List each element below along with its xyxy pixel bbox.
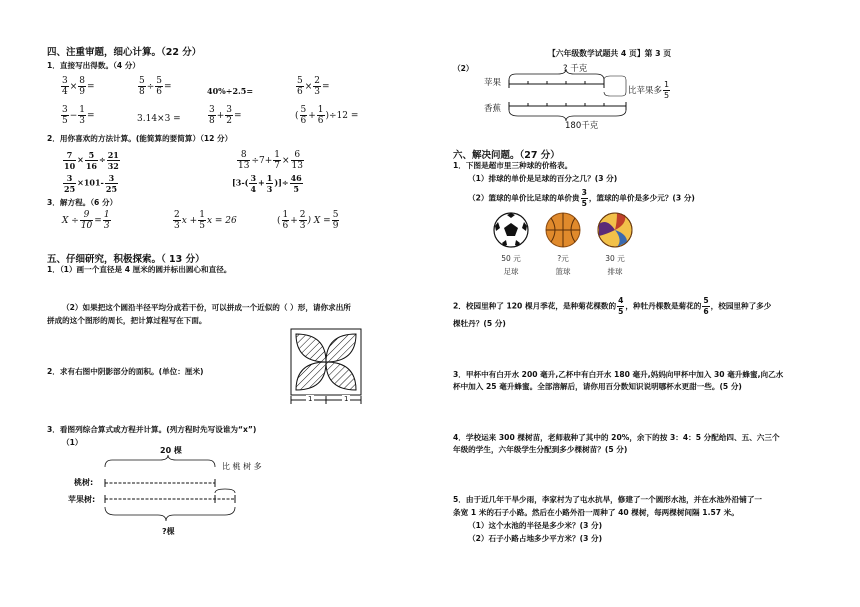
simplify-expr-1: $\frac{7}{10}$ × $\frac{5}{16}$ ÷ $\frac{21}{32}$ bbox=[64, 150, 119, 171]
diagram1-top-label: 20 棵 bbox=[160, 446, 182, 455]
calc-item-7: $\frac{3}{8}$ + $\frac{3}{2}$ = bbox=[209, 105, 242, 126]
q6-3-line2: 杯中加入 25 毫升蜂蜜。全部溶解后，请你用百分数知识说明哪杯水更甜一些。(5 分) bbox=[453, 382, 742, 391]
q6-3-line1: 3．甲杯中有白开水 200 毫升,乙杯中有白开水 180 毫升,妈妈向甲杯中加入 30 毫升蜂蜜,向乙水 bbox=[453, 370, 784, 379]
calc-item-5: $\frac{3}{5}$ − $\frac{1}{3}$ = bbox=[62, 105, 95, 126]
q5-1b-line2: 拼成的这个图形的周长，把计算过程写在下面。 bbox=[47, 316, 207, 325]
diagram1-bottom-label: ?棵 bbox=[162, 527, 175, 536]
q4-1-label: 1．直接写出得数。（4 分） bbox=[47, 61, 140, 70]
diagram1-segments bbox=[100, 455, 240, 527]
q5-3-sub: （1） bbox=[62, 438, 83, 447]
soccer-ball-icon bbox=[493, 212, 529, 248]
right-diagram-segments bbox=[506, 68, 630, 122]
calc-item-1: $\frac{3}{4}$ × $\frac{8}{9}$ = bbox=[62, 76, 95, 97]
calc-item-2: $\frac{5}{8}$ ÷ $\frac{5}{6}$ = bbox=[139, 76, 172, 97]
figure-dim-left: 1 bbox=[308, 395, 313, 403]
right-diagram-bottom: 180千克 bbox=[565, 121, 599, 131]
q5-2: 2．求有右图中阴影部分的面积。(单位：厘米) bbox=[47, 367, 204, 376]
q6-5-line2: 条宽 1 米的石子小路。然后在小路外沿一周种了 40 棵树，每两棵树间隔 1.57 米。 bbox=[453, 508, 739, 517]
basketball-icon bbox=[545, 212, 581, 248]
simplify-expr-2: $\frac{8}{13}$ ÷7+ $\frac{1}{7}$ × $\frac{6}{13}$ bbox=[238, 150, 303, 171]
equation-2: $\frac{2}{3}$ x + $\frac{1}{5}$ x = 26 bbox=[174, 210, 237, 231]
section-5-title: 五、仔细研究，积极探索。（ 13 分） bbox=[47, 254, 205, 265]
right-diagram-top-label: ? 千克 bbox=[563, 64, 588, 74]
volleyball-name: 排球 bbox=[607, 267, 623, 276]
right-diagram-compare: 比苹果多 $\frac{1}{5}$ bbox=[628, 80, 670, 100]
shaded-area-figure bbox=[286, 326, 366, 408]
equation-3: ( $\frac{1}{6}$ + $\frac{2}{3}$ ) X = $\frac{5}{9}$ bbox=[277, 210, 339, 231]
equation-1: X ÷ $\frac{9}{10}$ = $\frac{1}{3}$ bbox=[62, 210, 110, 231]
right-diagram-row1: 苹果 bbox=[484, 78, 502, 88]
volleyball-price: 30 元 bbox=[605, 254, 625, 263]
section-6-title: 六、解决问题。（27 分） bbox=[453, 150, 560, 161]
page-header: 【六年级数学试题共 4 页】第 3 页 bbox=[548, 49, 672, 58]
q6-2-line1: 2．校园里种了 120 棵月季花，是种菊花棵数的 $\frac{4}{5}$ ，种牡丹棵数是菊花的 $\frac{5}{6}$ ，校园里种了多少 bbox=[453, 296, 772, 316]
q6-5b: （2）石子小路占地多少平方米？(3 分) bbox=[468, 534, 603, 543]
calc-item-8: ( $\frac{5}{6}$ + $\frac{1}{6}$ )÷12 = bbox=[295, 105, 359, 126]
q5-1b-line1: （2）如果把这个圆沿半径平均分成若干份，可以拼成一个近似的（ ）形，请你求出所 bbox=[62, 303, 351, 312]
q4-3-label: 3．解方程。（6 分） bbox=[47, 198, 118, 207]
q6-4-line1: 4．学校运来 300 棵树苗，老师栽种了其中的 20%，余下的按 3：4：5 分配给四、五、六三个 bbox=[453, 433, 780, 442]
q5-1a: 1．（1）画一个直径是 4 厘米的圆并标出圆心和直径。 bbox=[47, 265, 232, 274]
q6-5a: （1）这个水池的半径是多少米？(3 分) bbox=[468, 521, 603, 530]
basketball-name: 篮球 bbox=[555, 267, 571, 276]
diagram1-row1-label: 桃树: bbox=[74, 478, 94, 487]
q6-5-line1: 5．由于近几年干旱少雨，李家村为了屯水抗旱，修建了一个圆形水池，并在水池外沿铺了一 bbox=[453, 495, 763, 504]
basketball-price: ?元 bbox=[557, 254, 569, 263]
soccer-price: 50 元 bbox=[501, 254, 521, 263]
q4-2-label: 2．用你喜欢的方法计算。(能简算的要简算）（12 分） bbox=[47, 134, 233, 143]
q5-3: 3．看图列综合算式或方程并计算。(列方程时先写设谁为“x”) bbox=[47, 425, 257, 434]
right-diagram-num: （2） bbox=[453, 64, 474, 73]
q6-1b: （2）篮球的单价比足球的单价贵 $\frac{3}{5}$ ，篮球的单价是多少元？(3 分) bbox=[468, 188, 695, 208]
calc-item-4: $\frac{5}{6}$ × $\frac{2}{3}$ = bbox=[297, 76, 330, 97]
section-4-title: 四、注重审题，细心计算。（22 分） bbox=[47, 47, 202, 58]
calc-item-3: 40%÷2.5= bbox=[207, 86, 254, 96]
q6-1a: （1）排球的单价是足球的百分之几？(3 分) bbox=[468, 174, 618, 183]
diagram1-compare-label: 比 桃 树 多 bbox=[222, 462, 262, 471]
q6-2-line2: 棵牡丹？(5 分) bbox=[453, 319, 506, 328]
right-diagram-row2: 香蕉 bbox=[484, 104, 502, 114]
volleyball-icon bbox=[597, 212, 633, 248]
q6-1: 1．下图是超市里三种球的价格表。 bbox=[453, 161, 573, 170]
diagram1-row2-label: 苹果树: bbox=[68, 495, 96, 504]
figure-dim-right: 1 bbox=[344, 395, 349, 403]
simplify-expr-4: [3-( $\frac{3}{4}$ + $\frac{1}{3}$ )]÷ $\frac{46}{5}$ bbox=[232, 173, 302, 194]
calc-item-6: 3.14×3 = bbox=[137, 114, 181, 124]
simplify-expr-3: $\frac{3}{25}$ ×101- $\frac{3}{25}$ bbox=[64, 173, 118, 194]
q6-4-line2: 年级的学生，六年级学生分配到多少棵树苗？(5 分) bbox=[453, 445, 628, 454]
soccer-name: 足球 bbox=[503, 267, 519, 276]
